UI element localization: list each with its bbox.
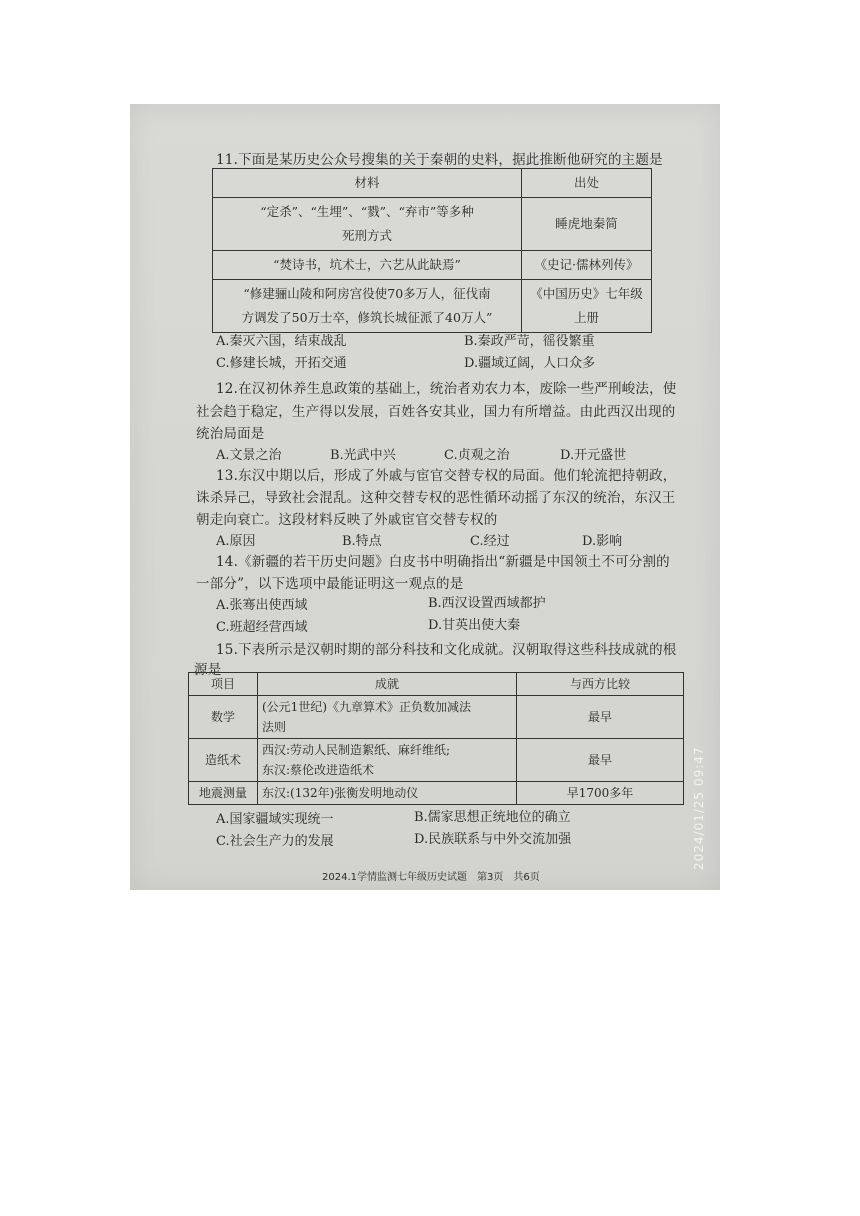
page-footer: 2024.1学情监测七年级历史试题 第3页 共6页: [322, 872, 540, 883]
q12-option-c: C.贞观之治: [444, 448, 510, 463]
q14-line-2: 一部分”，以下选项中最能证明这一观点的是: [196, 576, 464, 592]
q15-option-a: A.国家疆域实现统一: [216, 812, 334, 827]
q12-line-3: 统治局面是: [196, 426, 265, 442]
q15-line-2: 源是: [194, 662, 222, 678]
q12-option-d: D.开元盛世: [560, 448, 627, 463]
q14-option-a: A.张骞出使西域: [216, 598, 308, 613]
exam-page-photo: [130, 104, 720, 890]
q11-row-source: 《史记·儒林列传》: [522, 251, 652, 280]
q11-row-material: “定杀”、“生埋”、“戮”、“弃市”等多种 死刑方式: [213, 198, 522, 251]
q13-option-c: C.经过: [470, 534, 510, 549]
q14-line-1: 14.《新疆的若干历史问题》白皮书中明确指出“新疆是中国领土不可分割的: [216, 554, 670, 570]
q15-option-d: D.民族联系与中外交流加强: [414, 832, 572, 847]
q12-option-a: A.文景之治: [216, 448, 282, 463]
q15-header-item: 项目: [189, 673, 258, 696]
q11-table: [212, 168, 652, 333]
q11-option-d: D.疆域辽阔，人口众多: [464, 356, 596, 371]
q12-line-2: 社会趋于稳定，生产得以发展，百姓各安其业，国力有所增益。由此西汉出现的: [196, 404, 676, 420]
q13-line-3: 朝走向衰亡。这段材料反映了外戚宦官交替专权的: [196, 512, 498, 528]
q12-option-b: B.光武中兴: [330, 448, 396, 463]
q13-line-1: 13.东汉中期以后，形成了外戚与宦官交替专权的局面。他们轮流把持朝政，: [216, 468, 677, 484]
q15-row-compare: 最早: [517, 696, 684, 739]
q11-row-material: “焚诗书，坑术士，六艺从此缺焉”: [213, 251, 522, 280]
q15-option-c: C.社会生产力的发展: [216, 834, 334, 849]
q13-line-2: 诛杀异己，导致社会混乱。这种交替专权的恶性循环动摇了东汉的统治，东汉王: [196, 490, 676, 506]
q14-option-d: D.甘英出使大秦: [428, 618, 521, 633]
q15-line-1: 15.下表所示是汉朝时期的部分科技和文化成就。汉朝取得这些科技成就的根: [216, 642, 677, 658]
q11-row-material: “修建骊山陵和阿房宫役使70多万人，征伐南 方调发了50万士卒，修筑长城征派了40万人”: [213, 280, 522, 333]
q13-option-b: B.特点: [342, 534, 382, 549]
q15-row-achievement: 西汉:劳动人民制造絮纸、麻纤维纸; 东汉:蔡伦改进造纸术: [258, 739, 517, 782]
q13-option-d: D.影响: [582, 534, 623, 549]
q14-option-b: B.西汉设置西域都护: [428, 596, 546, 611]
q15-row-compare: 早1700多年: [517, 782, 684, 805]
q11-row-source: 睡虎地秦简: [522, 198, 652, 251]
q11-option-c: C.修建长城，开拓交通: [216, 356, 347, 371]
q15-header-achievement: 成就: [258, 673, 517, 696]
q15-row-item: 数学: [189, 696, 258, 739]
q15-row-item: 造纸术: [189, 739, 258, 782]
q13-option-a: A.原因: [216, 534, 256, 549]
q15-option-b: B.儒家思想正统地位的确立: [414, 810, 571, 825]
q11-stem: 11.下面是某历史公众号搜集的关于秦朝的史料，据此推断他研究的主题是: [216, 152, 663, 168]
q14-option-c: C.班超经营西域: [216, 620, 308, 635]
q15-table: [188, 672, 684, 805]
q15-row-achievement: 东汉:(132年)张衡发明地动仪: [258, 782, 517, 805]
q15-row-compare: 最早: [517, 739, 684, 782]
q12-line-1: 12.在汉初休养生息政策的基础上，统治者劝农力本，废除一些严刑峻法，使: [216, 381, 677, 397]
bleed-through-text: [138, 194, 150, 211]
q11-header-material: 材料: [213, 169, 522, 198]
q11-option-b: B.秦政严苛，徭役繁重: [464, 334, 595, 349]
photo-timestamp: 2024/01/25 09:47: [692, 746, 706, 870]
q11-option-a: A.秦灭六国，结束战乱: [216, 334, 347, 349]
q11-row-source: 《中国历史》七年级 上册: [522, 280, 652, 333]
q15-row-achievement: (公元1世纪)《九章算术》正负数加减法 法则: [258, 696, 517, 739]
q11-header-source: 出处: [522, 169, 652, 198]
q15-row-item: 地震测量: [189, 782, 258, 805]
q15-header-compare: 与西方比较: [517, 673, 684, 696]
